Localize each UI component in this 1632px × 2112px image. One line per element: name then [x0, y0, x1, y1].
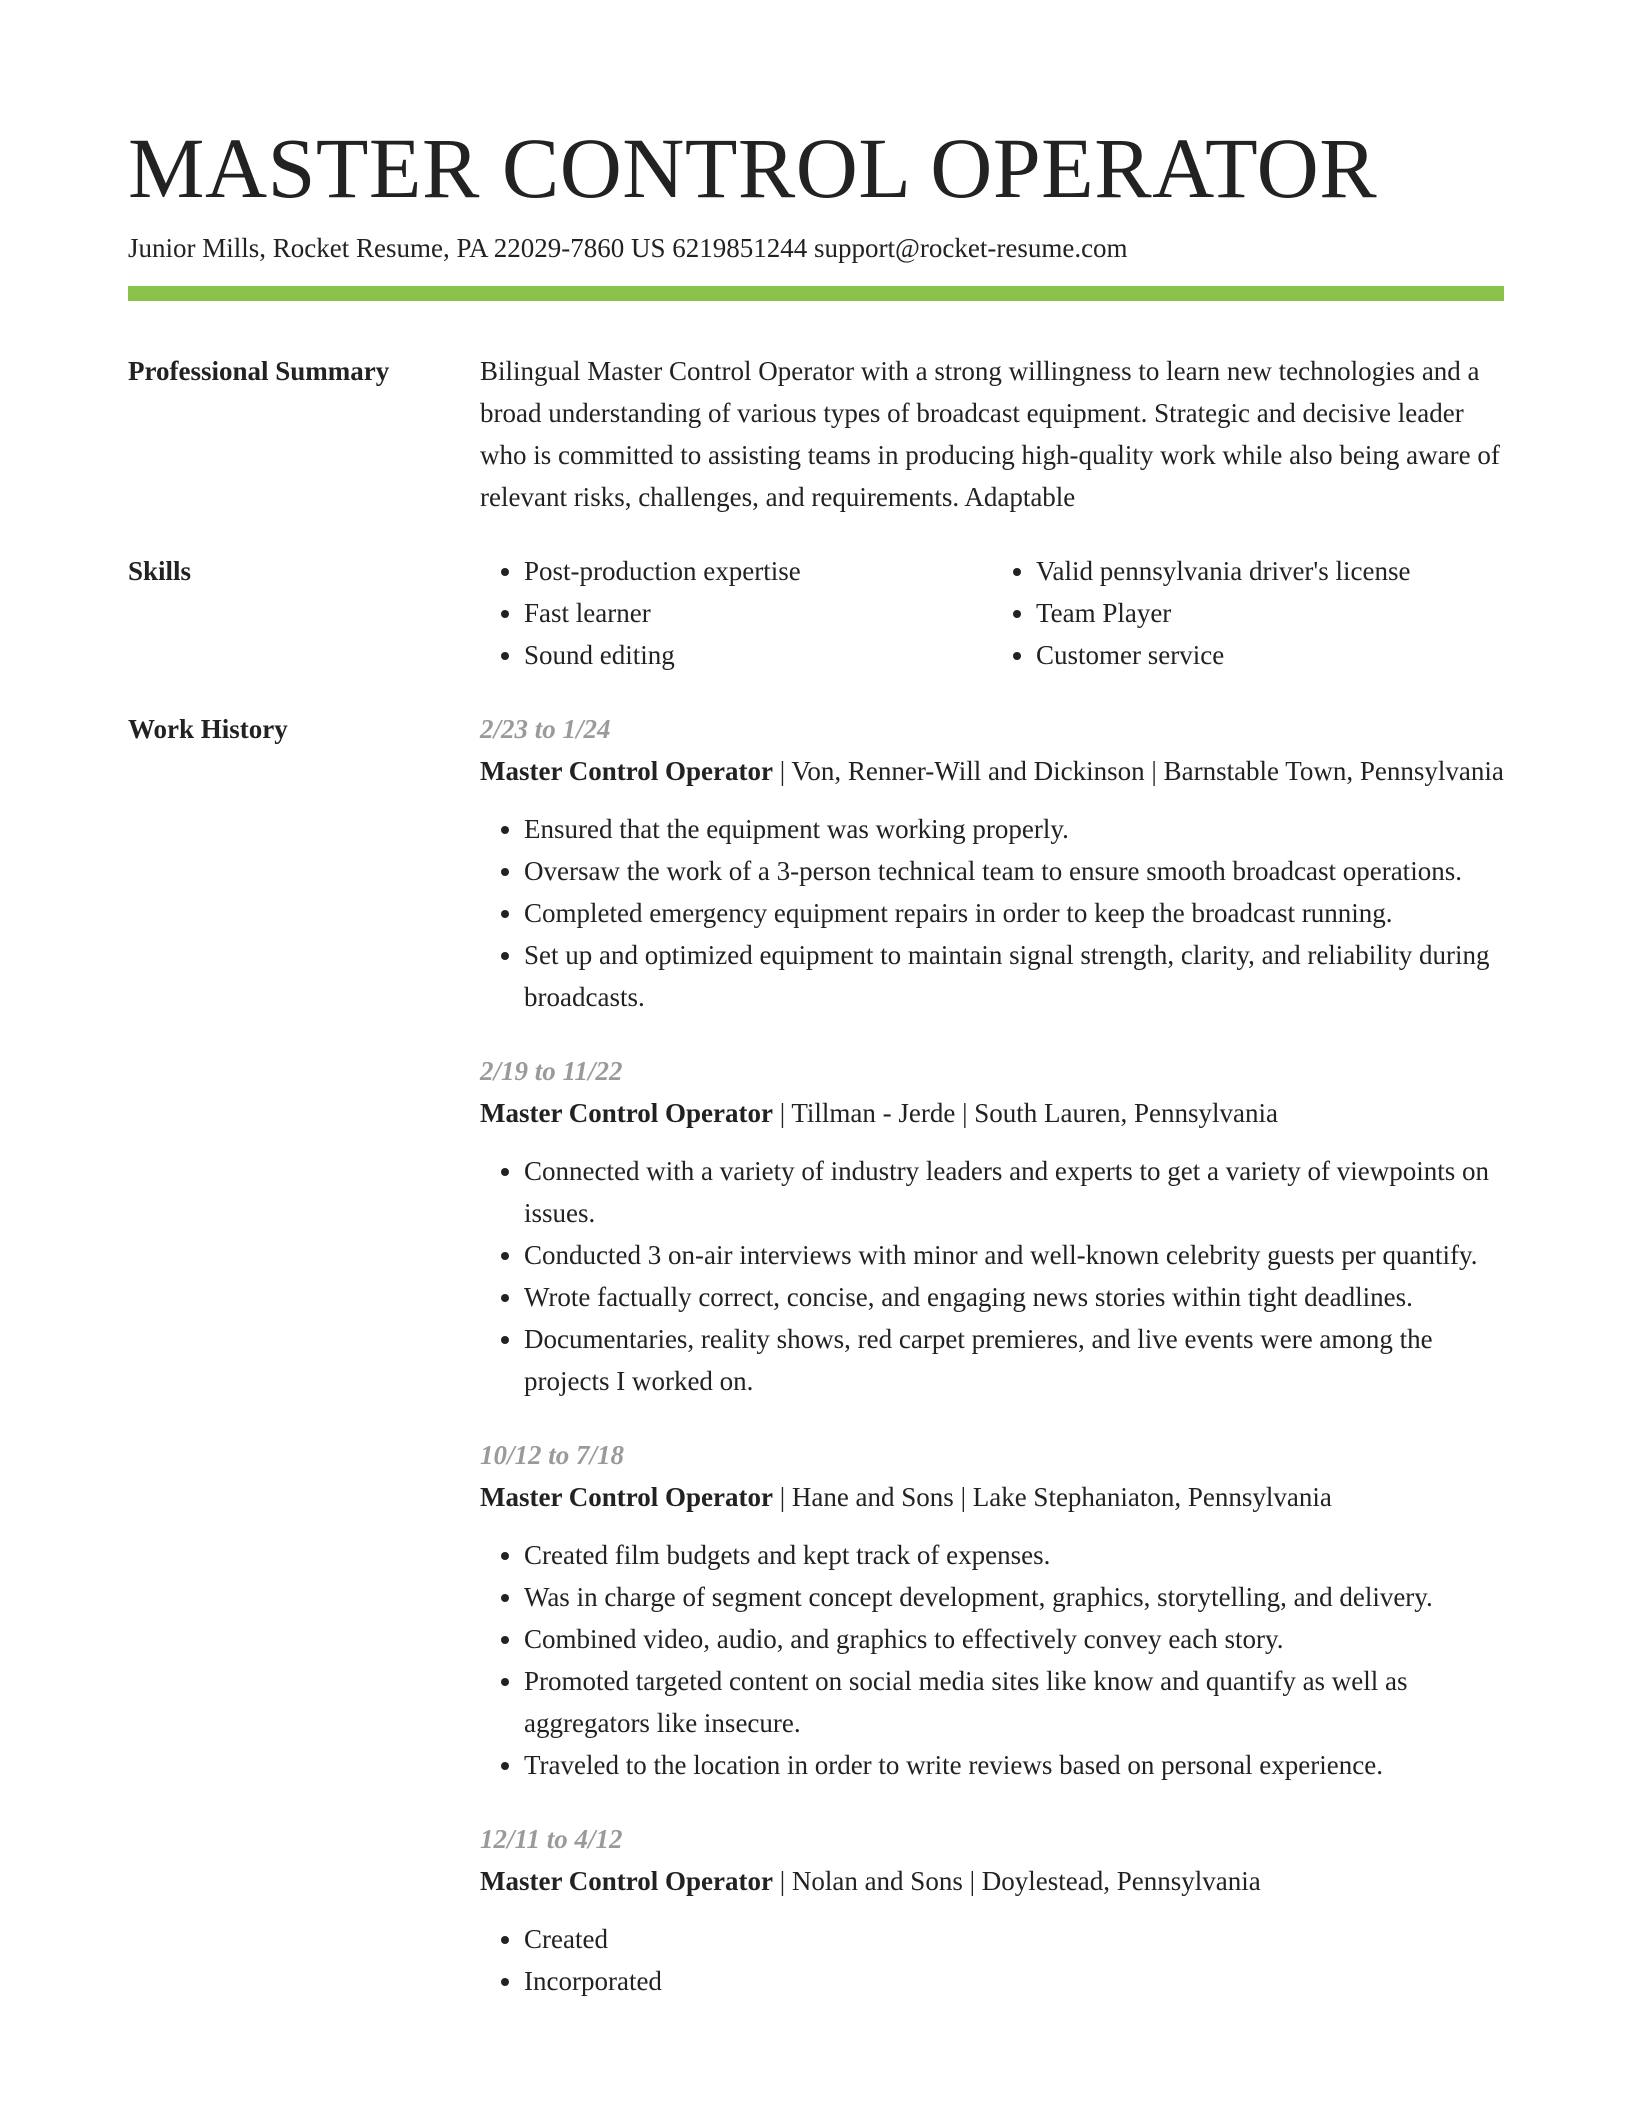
job-bullet: • Oversaw the work of a 3-person technical team to ensure smooth broadcast operations. [524, 850, 1504, 892]
work-history-body [480, 708, 1504, 2034]
job-heading [480, 750, 1504, 792]
job-bullets [480, 1534, 1504, 1786]
summary-text: Bilingual Master Control Operator with a strong willingness to learn new technologies and a broad understanding of various types of broadcast equipment. Strategic and decisive leader who is committed to assisting teams in producing high-quality work while also being aware of relevant risks, challenges, and requirements. Adaptable [480, 356, 1500, 512]
skill-item: • Sound editing [524, 634, 992, 676]
job-employer-location: | Von, Renner-Will and Dickinson | Barnstable Town, Pennsylvania [772, 756, 1504, 786]
job-dates: 2/19 to 11/22 [480, 1056, 623, 1086]
summary-section [128, 350, 1504, 518]
skill-item: • Team Player [1036, 592, 1504, 634]
summary-label: Professional Summary [128, 356, 390, 386]
job-employer-location: | Nolan and Sons | Doylestead, Pennsylvania [772, 1866, 1261, 1896]
job-entry [480, 708, 1504, 1018]
job-bullet: • Incorporated [524, 1960, 1504, 2002]
resume-name-heading: MASTER CONTROL OPERATOR [128, 120, 1378, 216]
job-title: Master Control Operator [480, 1098, 773, 1128]
skills-column-2 [992, 550, 1504, 676]
job-bullets [480, 1150, 1504, 1402]
job-bullet: • Created film budgets and kept track of expenses. [524, 1534, 1504, 1576]
job-dates: 2/23 to 1/24 [480, 714, 611, 744]
contact-line: Junior Mills, Rocket Resume, PA 22029-7860 US 6219851244 support@rocket-resume.com [128, 233, 1128, 263]
skills-grid [480, 550, 1504, 676]
job-bullet: • Combined video, audio, and graphics to effectively convey each story. [524, 1618, 1504, 1660]
job-entry [480, 1050, 1504, 1402]
job-employer-location: | Tillman - Jerde | South Lauren, Pennsylvania [772, 1098, 1278, 1128]
job-bullet: • Promoted targeted content on social media sites like know and quantify as well as aggregators like insecure. [524, 1660, 1504, 1744]
skills-section [128, 550, 1504, 676]
job-heading [480, 1860, 1504, 1902]
job-bullet: • Created [524, 1918, 1504, 1960]
job-bullet: • Set up and optimized equipment to maintain signal strength, clarity, and reliability during broadcasts. [524, 934, 1504, 1018]
skills-column-1 [480, 550, 992, 676]
job-bullet: • Conducted 3 on-air interviews with minor and well-known celebrity guests per quantify. [524, 1234, 1504, 1276]
skill-item: • Customer service [1036, 634, 1504, 676]
job-dates: 12/11 to 4/12 [480, 1824, 623, 1854]
job-heading [480, 1092, 1504, 1134]
work-history-label: Work History [128, 714, 288, 744]
work-history-section [128, 708, 1504, 2034]
job-bullet: • Documentaries, reality shows, red carpet premieres, and live events were among the projects I worked on. [524, 1318, 1504, 1402]
job-bullets [480, 1918, 1504, 2002]
job-bullet: • Connected with a variety of industry leaders and experts to get a variety of viewpoints on issues. [524, 1150, 1504, 1234]
job-entry [480, 1434, 1504, 1786]
job-bullets [480, 808, 1504, 1018]
job-heading [480, 1476, 1504, 1518]
job-bullet: • Completed emergency equipment repairs in order to keep the broadcast running. [524, 892, 1504, 934]
job-employer-location: | Hane and Sons | Lake Stephaniaton, Pennsylvania [772, 1482, 1332, 1512]
job-bullet: • Wrote factually correct, concise, and engaging news stories within tight deadlines. [524, 1276, 1504, 1318]
skill-item: • Post-production expertise [524, 550, 992, 592]
skills-label: Skills [128, 556, 192, 586]
skill-item: • Valid pennsylvania driver's license [1036, 550, 1504, 592]
accent-divider [128, 286, 1504, 301]
job-title: Master Control Operator [480, 756, 773, 786]
job-entry [480, 1818, 1504, 2002]
skill-item: • Fast learner [524, 592, 992, 634]
job-dates: 10/12 to 7/18 [480, 1440, 625, 1470]
job-title: Master Control Operator [480, 1866, 773, 1896]
summary-body [480, 350, 1504, 518]
skills-body [480, 550, 1504, 676]
resume-sections [128, 350, 1504, 2066]
job-bullet: • Ensured that the equipment was working properly. [524, 808, 1504, 850]
job-bullet: • Was in charge of segment concept development, graphics, storytelling, and delivery. [524, 1576, 1504, 1618]
job-title: Master Control Operator [480, 1482, 773, 1512]
job-bullet: • Traveled to the location in order to write reviews based on personal experience. [524, 1744, 1504, 1786]
